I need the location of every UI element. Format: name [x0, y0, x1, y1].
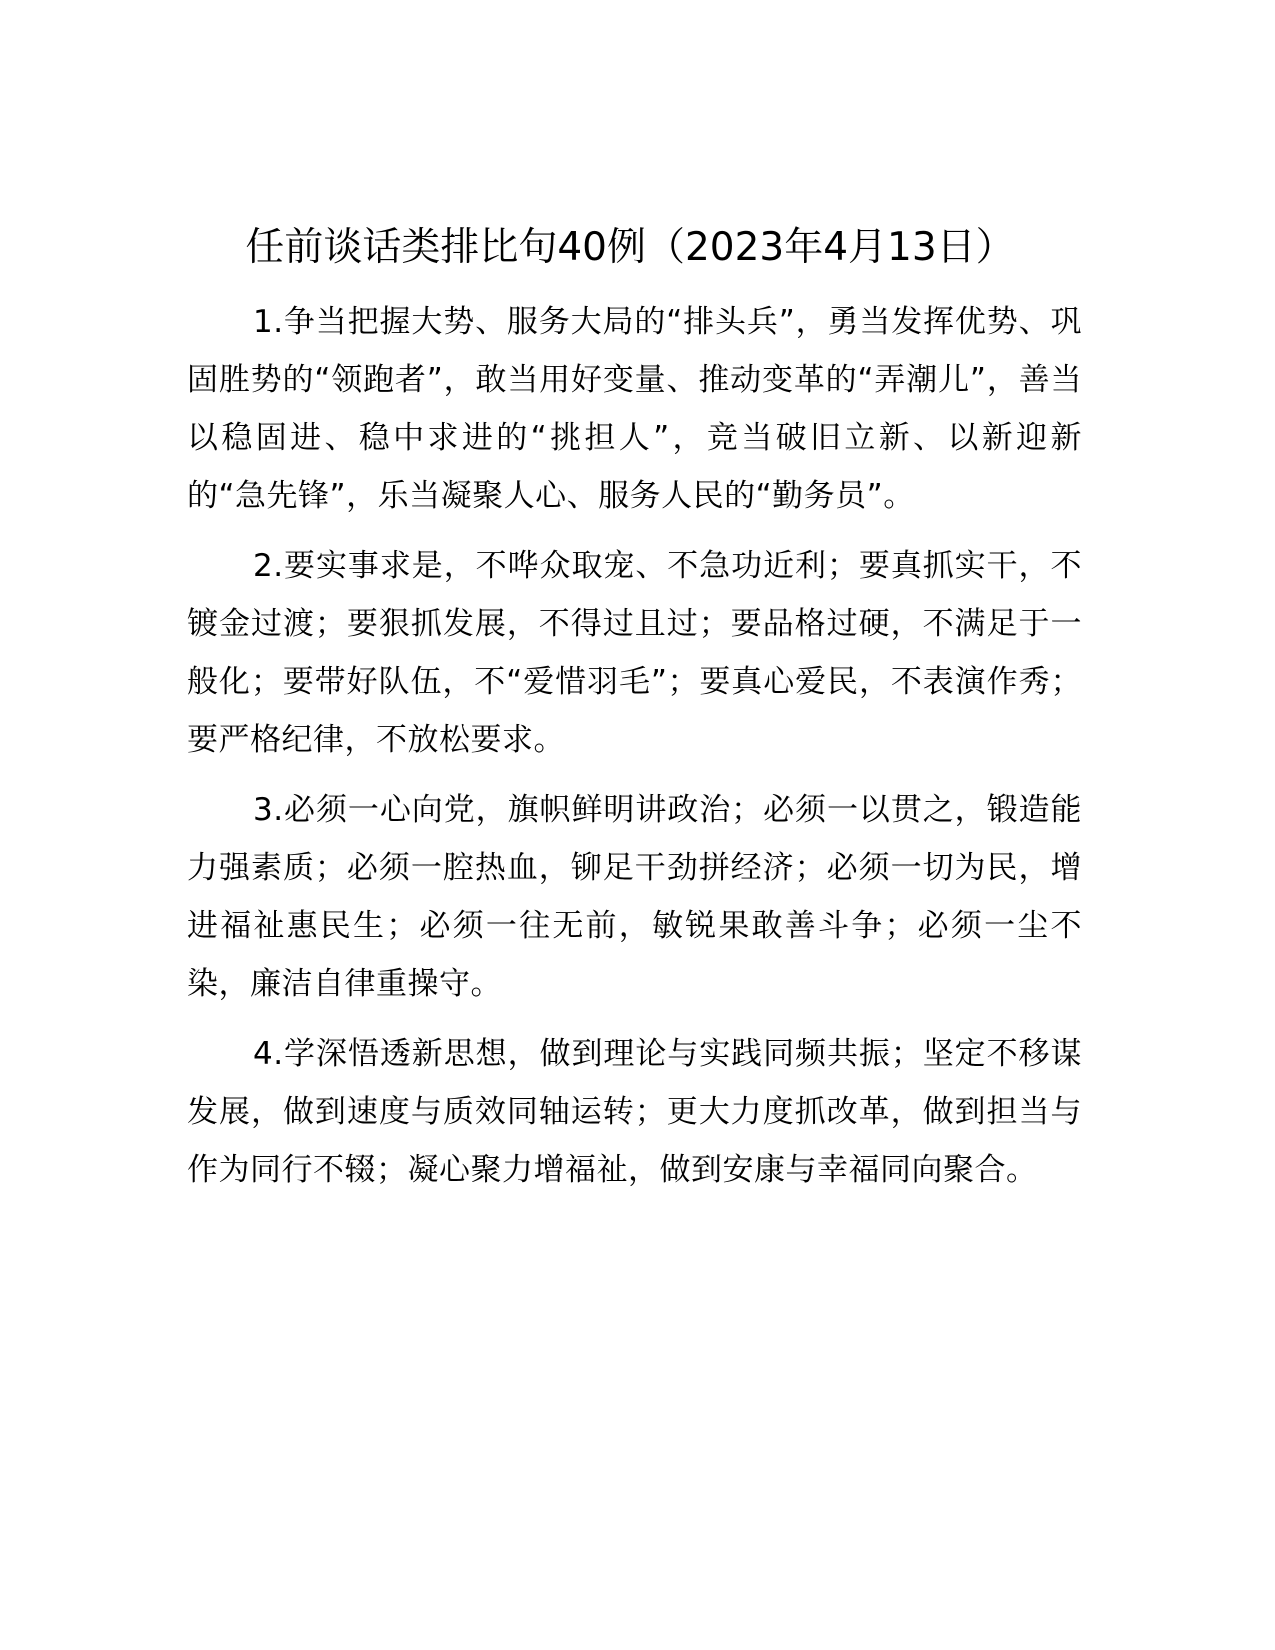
paragraph-4: 4.学深悟透新思想，做到理论与实践同频共振；坚定不移谋发展，做到速度与质效同轴运转；更大力度抓改革，做到担当与作为同行不辍；凝心聚力增福祉，做到安康与幸福同向聚合。 — [187, 1036, 1082, 1188]
document-title: 任前谈话类排比句40例（2023年4月13日） — [245, 225, 1015, 270]
paragraph-3: 3.必须一心向党，旗帜鲜明讲政治；必须一以贯之，锻造能力强素质；必须一腔热血，铆足干劲拼经济；必须一切为民，增进福祉惠民生；必须一往无前，敏锐果敢善斗争；必须一尘不染，廉洁自律重操守。 — [187, 792, 1082, 1002]
paragraph-2: 2.要实事求是，不哗众取宠、不急功近利；要真抓实干，不镀金过渡；要狠抓发展，不得过且过；要品格过硬，不满足于一般化；要带好队伍，不“爱惜羽毛”；要真心爱民，不表演作秀；要严格纪律，不放松要求。 — [187, 548, 1082, 758]
paragraph-1: 1.争当把握大势、服务大局的“排头兵”，勇当发挥优势、巩固胜势的“领跑者”，敢当用好变量、推动变革的“弄潮儿”，善当以稳固进、稳中求进的“挑担人”，竞当破旧立新、以新迎新的“急先锋”，乐当凝聚人心、服务人民的“勤务员”。 — [187, 304, 1082, 514]
document-body — [187, 293, 1082, 1211]
